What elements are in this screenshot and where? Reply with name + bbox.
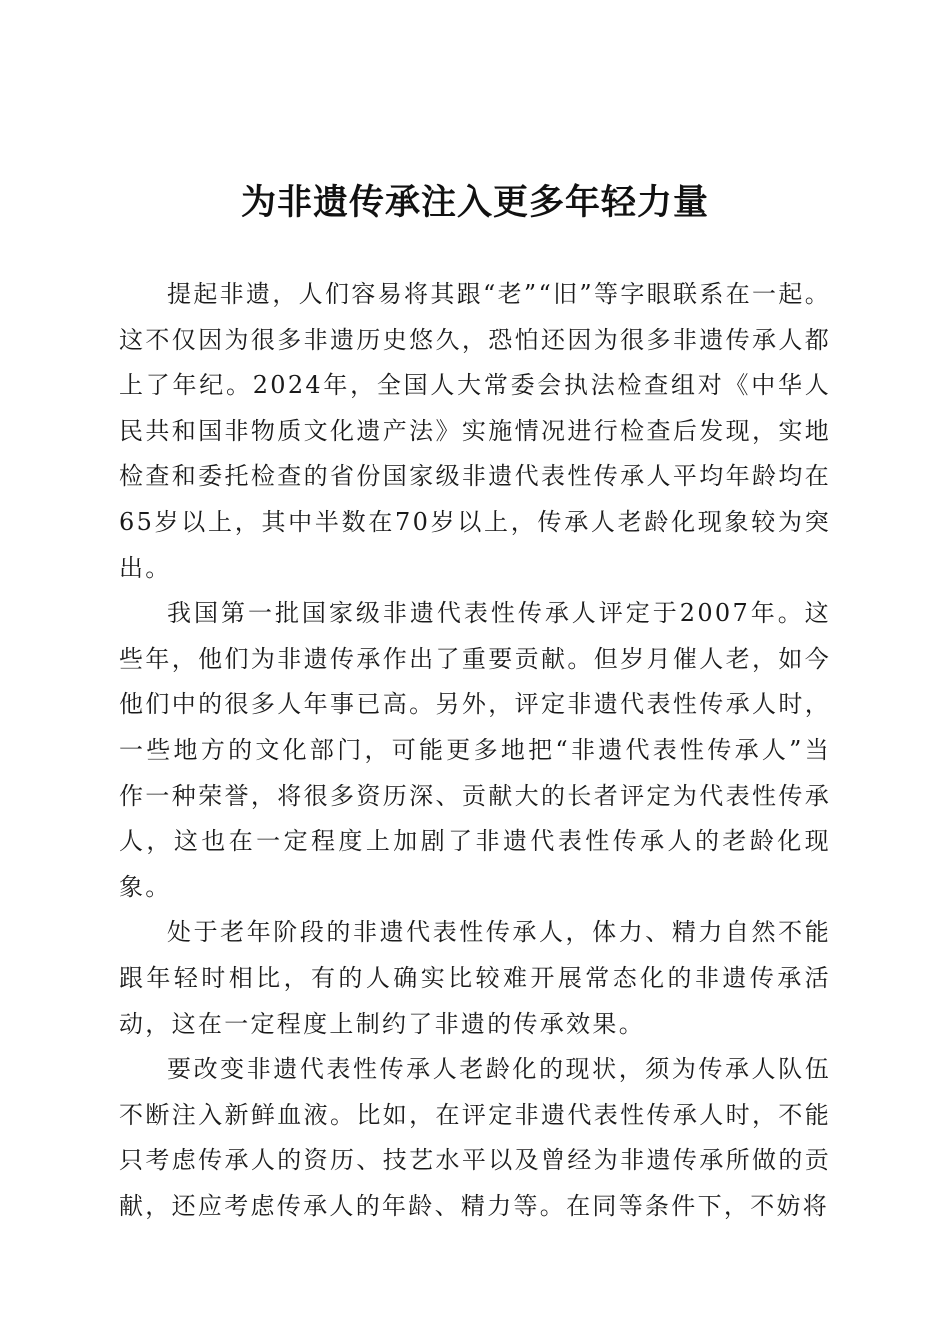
paragraph-3: 处于老年阶段的非遗代表性传承人，体力、精力自然不能跟年轻时相比，有的人确实比较难开展常态化的非遗传承活动，这在一定程度上制约了非遗的传承效果。: [119, 918, 831, 1038]
paragraph-4: 要改变非遗代表性传承人老龄化的现状，须为传承人队伍不断注入新鲜血液。比如，在评定非遗代表性传承人时，不能只考虑传承人的资历、技艺水平以及曾经为非遗传承所做的贡献，还应考虑传承人的年龄、精力等。在同等条件下，不妨将: [119, 1055, 831, 1220]
paragraph-1: 提起非遗，人们容易将其跟“老”“旧”等字眼联系在一起。这不仅因为很多非遗历史悠久，恐怕还因为很多非遗传承人都上了年纪。2024年，全国人大常委会执法检查组对《中华人民共和国非物质文化遗产法》实施情况进行检查后发现，实地检查和委托检查的省份国家级非遗代表性传承人平均年龄均在65岁以上，其中半数在70岁以上，传承人老龄化现象较为突出。: [119, 280, 831, 582]
article-title: 为非遗传承注入更多年轻力量: [240, 183, 709, 223]
paragraph-2: 我国第一批国家级非遗代表性传承人评定于2007年。这些年，他们为非遗传承作出了重要贡献。但岁月催人老，如今他们中的很多人年事已高。另外，评定非遗代表性传承人时，一些地方的文化部门，可能更多地把“非遗代表性传承人”当作一种荣誉，将很多资历深、贡献大的长者评定为代表性传承人，这也在一定程度上加剧了非遗代表性传承人的老龄化现象。: [119, 599, 831, 901]
article-body: [119, 272, 831, 1229]
